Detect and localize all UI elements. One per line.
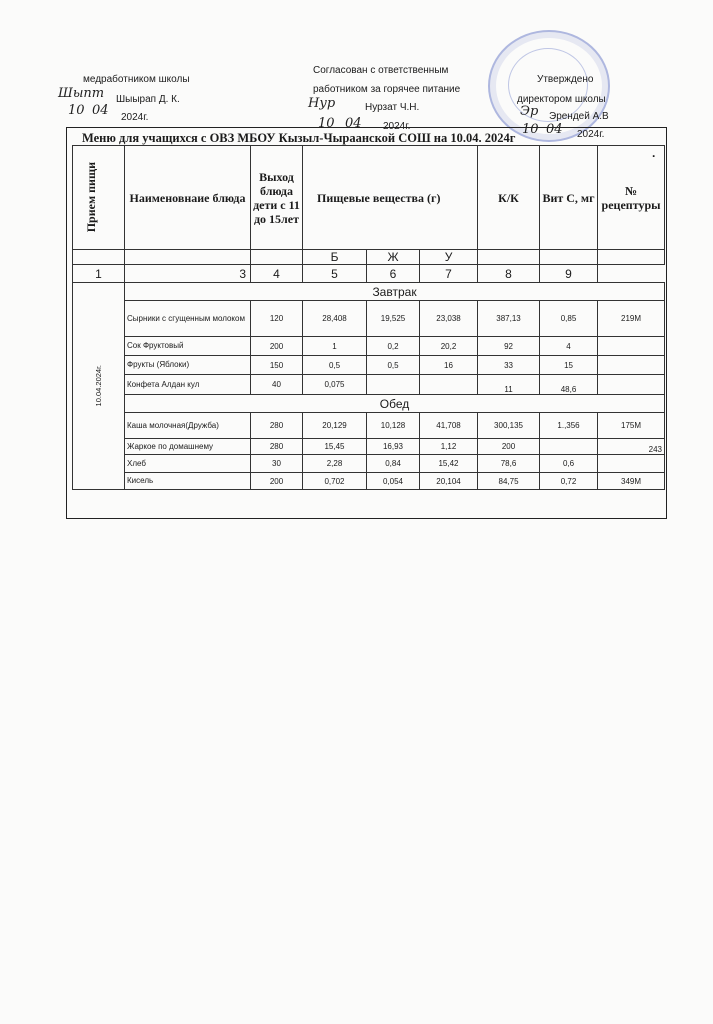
dish-kk: 11 bbox=[478, 375, 540, 395]
dish-b: 0,5 bbox=[303, 356, 367, 375]
dish-recipe: 243 bbox=[598, 439, 665, 455]
dish-b: 0,702 bbox=[303, 473, 367, 490]
header-recipe: № рецептуры bbox=[598, 146, 665, 250]
dish-vitc: 4 bbox=[540, 337, 598, 356]
dish-name: Кисель bbox=[125, 473, 251, 490]
dish-vitc: 1.,356 bbox=[540, 413, 598, 439]
right-approval-line1: Утверждено bbox=[537, 74, 594, 85]
dish-kk: 300,135 bbox=[478, 413, 540, 439]
dish-b: 1 bbox=[303, 337, 367, 356]
dish-name: Хлеб bbox=[125, 455, 251, 473]
table-row bbox=[73, 337, 665, 356]
dish-zh: 0,84 bbox=[367, 455, 420, 473]
dish-recipe bbox=[598, 375, 665, 395]
subheader-zh: Ж bbox=[367, 250, 420, 265]
dish-name: Фрукты (Яблоки) bbox=[125, 356, 251, 375]
center-date-day: 10 bbox=[318, 116, 335, 131]
left-approval-year: 2024г. bbox=[121, 112, 149, 123]
dish-zh: 16,93 bbox=[367, 439, 420, 455]
dish-kk: 84,75 bbox=[478, 473, 540, 490]
header-dish: Наименовнаие блюда bbox=[125, 146, 251, 250]
breakfast-section-row bbox=[73, 283, 665, 301]
subheader-u: У bbox=[420, 250, 478, 265]
center-signature: Нур bbox=[308, 96, 336, 111]
dish-b: 28,408 bbox=[303, 301, 367, 337]
title-text: Меню для учащихся с ОВЗ МБОУ Кызыл-Чыраанской СОШ на 10.04. 2024г bbox=[82, 131, 516, 145]
dish-u: 16 bbox=[420, 356, 478, 375]
table-row bbox=[73, 413, 665, 439]
dish-kk: 33 bbox=[478, 356, 540, 375]
dish-name: Конфета Алдан кул bbox=[125, 375, 251, 395]
center-approval-name: Нурзат Ч.Н. bbox=[365, 102, 420, 113]
dish-kk: 92 bbox=[478, 337, 540, 356]
colnum-8: 8 bbox=[478, 265, 540, 283]
section-lunch: Обед bbox=[125, 395, 665, 413]
dish-u: 23,038 bbox=[420, 301, 478, 337]
dish-u bbox=[420, 375, 478, 395]
date-cell bbox=[73, 283, 125, 490]
center-approval-line1: Согласован с ответственным bbox=[313, 65, 449, 76]
dish-yield: 150 bbox=[251, 356, 303, 375]
colnum-1: 1 bbox=[73, 265, 125, 283]
header-kk: К/К bbox=[478, 146, 540, 250]
dish-yield: 280 bbox=[251, 413, 303, 439]
colnum-3: 3 bbox=[125, 265, 251, 283]
dish-b: 15,45 bbox=[303, 439, 367, 455]
left-approval-name: Шыырап Д. К. bbox=[116, 94, 180, 105]
right-date-month: 04 bbox=[546, 122, 563, 137]
header-vitc: Вит С, мг bbox=[540, 146, 598, 250]
dish-vitc: 15 bbox=[540, 356, 598, 375]
dish-kk: 200 bbox=[478, 439, 540, 455]
subheader-row bbox=[73, 250, 665, 265]
column-numbers-row bbox=[73, 265, 665, 283]
dish-name: Каша молочная(Дружба) bbox=[125, 413, 251, 439]
document-title bbox=[82, 131, 515, 146]
header-meal: Прием пищи bbox=[73, 146, 125, 250]
colnum-7: 7 bbox=[420, 265, 478, 283]
dish-recipe: 349М bbox=[598, 473, 665, 490]
left-approval-role: медработником школы bbox=[83, 74, 190, 85]
dish-vitc: 0,85 bbox=[540, 301, 598, 337]
dish-recipe bbox=[598, 356, 665, 375]
dish-yield: 280 bbox=[251, 439, 303, 455]
center-approval-line2: работником за горячее питание bbox=[313, 84, 461, 95]
dish-recipe bbox=[598, 455, 665, 473]
dish-u: 41,708 bbox=[420, 413, 478, 439]
left-signature: Шыпт bbox=[58, 86, 105, 101]
right-date-day: 10 bbox=[522, 122, 539, 137]
dish-yield: 120 bbox=[251, 301, 303, 337]
header-nutrients: Пищевые вещества (г) bbox=[303, 146, 478, 250]
dish-vitc: 48,6 bbox=[540, 375, 598, 395]
dish-u: 1,12 bbox=[420, 439, 478, 455]
right-approval-name: Эрендей А.В bbox=[549, 111, 609, 122]
dish-recipe bbox=[598, 337, 665, 356]
center-approval-year: 2024г. bbox=[383, 121, 411, 132]
date-label: 10.04.2024г. bbox=[94, 365, 103, 407]
right-signature: Эр bbox=[520, 104, 539, 119]
right-approval-year: 2024г. bbox=[577, 129, 605, 140]
subheader-b: Б bbox=[303, 250, 367, 265]
colnum-5: 5 bbox=[303, 265, 367, 283]
dish-name: Сок Фруктовый bbox=[125, 337, 251, 356]
table-row bbox=[73, 301, 665, 337]
table-row bbox=[73, 375, 665, 395]
dish-zh: 0,2 bbox=[367, 337, 420, 356]
dish-vitc bbox=[540, 439, 598, 455]
menu-table bbox=[72, 145, 665, 490]
table-row bbox=[73, 473, 665, 490]
dish-u: 15,42 bbox=[420, 455, 478, 473]
dish-kk: 78,6 bbox=[478, 455, 540, 473]
dish-b: 0,075 bbox=[303, 375, 367, 395]
left-date-day: 10 bbox=[68, 103, 85, 118]
dish-yield: 200 bbox=[251, 337, 303, 356]
header-yield: Выход блюда дети с 11 до 15лет bbox=[251, 146, 303, 250]
table-row bbox=[73, 455, 665, 473]
colnum-4: 4 bbox=[251, 265, 303, 283]
table-row bbox=[73, 356, 665, 375]
dish-b: 2,28 bbox=[303, 455, 367, 473]
title-suffix: . bbox=[652, 146, 656, 160]
dish-vitc: 0,72 bbox=[540, 473, 598, 490]
dish-name: Жаркое по домашнему bbox=[125, 439, 251, 455]
dish-yield: 30 bbox=[251, 455, 303, 473]
lunch-section-row bbox=[73, 395, 665, 413]
dish-recipe: 219М bbox=[598, 301, 665, 337]
dish-zh: 10,128 bbox=[367, 413, 420, 439]
dish-kk: 387,13 bbox=[478, 301, 540, 337]
dish-name: Сырники с сгущенным молоком bbox=[125, 301, 251, 337]
dish-zh bbox=[367, 375, 420, 395]
center-date-month: 04 bbox=[345, 116, 362, 131]
header-row bbox=[73, 146, 665, 250]
dish-b: 20,129 bbox=[303, 413, 367, 439]
dish-u: 20,104 bbox=[420, 473, 478, 490]
colnum-9: 9 bbox=[540, 265, 598, 283]
right-approval-line2: директором школы bbox=[517, 94, 606, 105]
dish-vitc: 0,6 bbox=[540, 455, 598, 473]
dish-yield: 200 bbox=[251, 473, 303, 490]
dish-zh: 0,5 bbox=[367, 356, 420, 375]
dish-zh: 19,525 bbox=[367, 301, 420, 337]
colnum-6: 6 bbox=[367, 265, 420, 283]
table-row bbox=[73, 439, 665, 455]
left-date-month: 04 bbox=[92, 103, 109, 118]
dish-u: 20,2 bbox=[420, 337, 478, 356]
dish-yield: 40 bbox=[251, 375, 303, 395]
dish-zh: 0,054 bbox=[367, 473, 420, 490]
section-breakfast: Завтрак bbox=[125, 283, 665, 301]
dish-recipe: 175М bbox=[598, 413, 665, 439]
